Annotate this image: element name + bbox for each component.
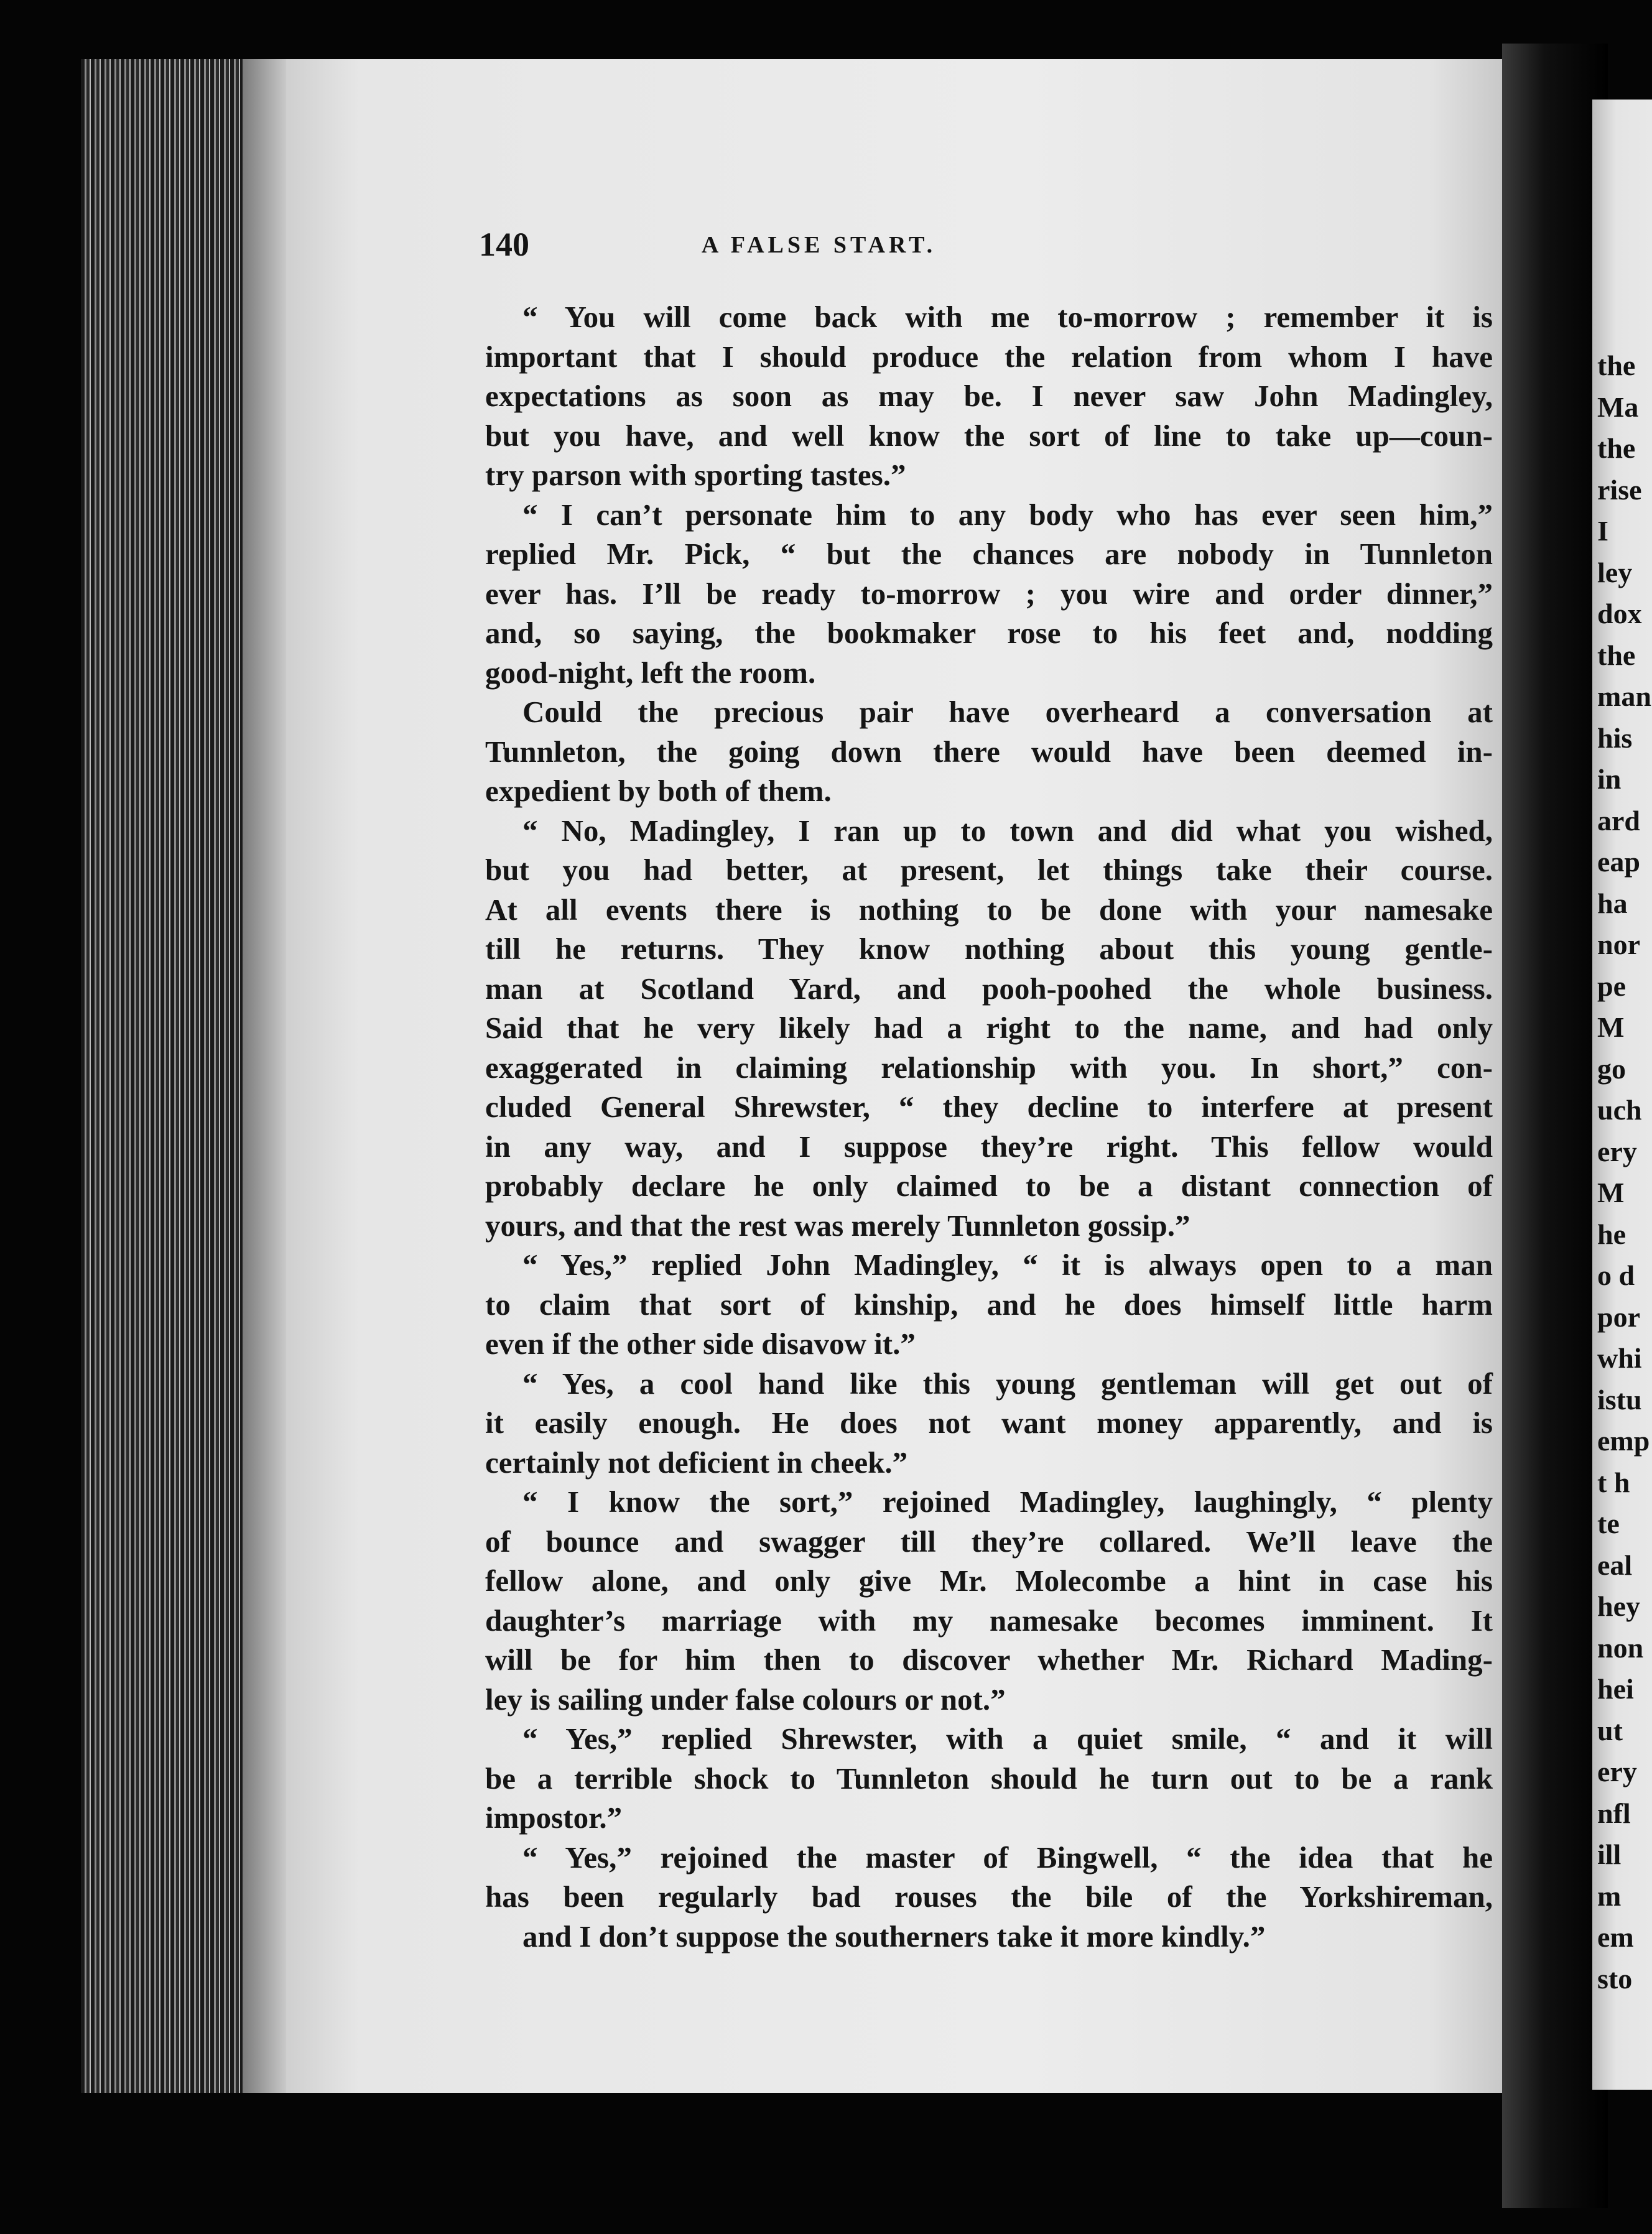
- text-line: exaggerated in claiming relationship with you. In short,” con-: [485, 1050, 1493, 1085]
- text-line: certainly not deficient in cheek.”: [485, 1445, 908, 1480]
- text-line: man at Scotland Yard, and pooh-poohed the whole business.: [485, 971, 1493, 1006]
- text-line: ley is sailing under false colours or not.”: [485, 1682, 1006, 1717]
- text-line: expectations as soon as may be. I never saw John Madingley,: [485, 379, 1493, 413]
- adjacent-page-text: t h: [1597, 1466, 1630, 1498]
- text-line: has been regularly bad rouses the bile of the Yorkshireman,: [485, 1879, 1493, 1914]
- adjacent-page-text: nfl: [1597, 1797, 1631, 1829]
- adjacent-page-text: eal: [1597, 1549, 1633, 1581]
- text-line: of bounce and swagger till they’re collared. We’ll leave the: [485, 1524, 1493, 1559]
- text-line: important that I should produce the relation from whom I have: [485, 339, 1493, 374]
- text-line: fellow alone, and only give Mr. Molecombe a hint in case his: [485, 1564, 1493, 1598]
- text-line: try parson with sporting tastes.”: [485, 458, 906, 492]
- adjacent-page-text: ley: [1597, 556, 1633, 588]
- text-line: but you have, and well know the sort of line to take up—coun-: [485, 418, 1493, 453]
- adjacent-page-text: o d: [1597, 1259, 1635, 1291]
- adjacent-page-text: ha: [1597, 887, 1628, 919]
- text-line: in any way, and I suppose they’re right. This fellow would: [485, 1129, 1493, 1164]
- text-line: “ You will come back with me to-morrow ; remember it is: [522, 300, 1493, 334]
- text-line: yours, and that the rest was merely Tunnleton gossip.”: [485, 1208, 1190, 1243]
- text-line: “ I know the sort,” rejoined Madingley, laughingly, “ plenty: [522, 1485, 1493, 1519]
- text-line: replied Mr. Pick, “ but the chances are nobody in Tunnleton: [485, 537, 1493, 571]
- text-line: but you had better, at present, let things take their course.: [485, 853, 1493, 887]
- adjacent-page-text: eap: [1597, 846, 1640, 878]
- page-heading: A FALSE START.: [701, 232, 937, 258]
- text-line: till he returns. They know nothing about this young gentle-: [485, 932, 1493, 966]
- adjacent-page-text: the: [1597, 432, 1636, 464]
- text-line: “ Yes, a cool hand like this young gentleman will get out of: [522, 1366, 1493, 1401]
- text-line: Could the precious pair have overheard a conversation at: [522, 695, 1493, 729]
- text-line: and, so saying, the bookmaker rose to his feet and, nodding: [485, 616, 1493, 650]
- adjacent-page-text: pe: [1597, 970, 1626, 1002]
- adjacent-page-text: ard: [1597, 804, 1640, 837]
- adjacent-page-text: istu: [1597, 1383, 1642, 1416]
- text-line: Said that he very likely had a right to the name, and had only: [485, 1011, 1493, 1045]
- adjacent-page-text: uch: [1597, 1094, 1642, 1126]
- adjacent-page-text: non: [1597, 1631, 1644, 1664]
- adjacent-page-text: man: [1597, 680, 1651, 712]
- adjacent-page-text: em: [1597, 1921, 1634, 1953]
- adjacent-page-text: in: [1597, 763, 1622, 795]
- text-line: “ Yes,” replied John Madingley, “ it is always open to a man: [522, 1248, 1493, 1282]
- adjacent-page-text: nor: [1597, 929, 1640, 960]
- adjacent-page-text: the: [1597, 639, 1636, 671]
- adjacent-page-text: Ma: [1597, 391, 1639, 423]
- adjacent-page-text: M: [1597, 1011, 1625, 1043]
- running-head: [479, 225, 1121, 262]
- adjacent-page-text: dox: [1597, 598, 1642, 629]
- text-line: “ Yes,” replied Shrewster, with a quiet smile, “ and it will: [522, 1722, 1493, 1756]
- text-line: probably declare he only claimed to be a distant connection of: [485, 1169, 1493, 1203]
- text-line: “ Yes,” rejoined the master of Bingwell, “ the idea that he: [522, 1840, 1493, 1875]
- adjacent-page-text: sto: [1597, 1962, 1633, 1995]
- text-line: ever has. I’ll be ready to-morrow ; you wire and order dinner,”: [485, 576, 1493, 611]
- page-edges: [81, 59, 286, 2093]
- page-number: 140: [479, 226, 529, 263]
- text-line: cluded General Shrewster, “ they decline to interfere at present: [485, 1090, 1493, 1124]
- text-line: “ No, Madingley, I ran up to town and did what you wished,: [522, 813, 1493, 848]
- text-line: daughter’s marriage with my namesake becomes imminent. It: [485, 1603, 1493, 1638]
- adjacent-page-text: ery: [1597, 1135, 1637, 1167]
- adjacent-page-text: te: [1597, 1508, 1620, 1539]
- text-line: At all events there is nothing to be done with your namesake: [485, 892, 1493, 927]
- text-line: “ I can’t personate him to any body who has ever seen him,”: [522, 497, 1493, 532]
- text-line: will be for him then to discover whether Mr. Richard Mading-: [485, 1643, 1493, 1677]
- text-line: impostor.”: [485, 1801, 623, 1835]
- adjacent-page-text: M: [1597, 1177, 1625, 1208]
- adjacent-page-text: whi: [1597, 1342, 1642, 1374]
- adjacent-page-text: m: [1597, 1879, 1622, 1912]
- text-line: expedient by both of them.: [485, 774, 832, 808]
- text-line: and I don’t suppose the southerners take it more kindly.”: [522, 1919, 1266, 1954]
- adjacent-page-text: emp: [1597, 1425, 1650, 1457]
- text-line: even if the other side disavow it.”: [485, 1327, 916, 1361]
- adjacent-page-text: his: [1597, 721, 1633, 754]
- adjacent-page-text: ill: [1597, 1838, 1622, 1870]
- text-line: Tunnleton, the going down there would have been deemed in-: [485, 734, 1493, 769]
- adjacent-page-text: rise: [1597, 473, 1642, 506]
- text-line: be a terrible shock to Tunnleton should he turn out to be a rank: [485, 1761, 1493, 1796]
- adjacent-page-text: ut: [1597, 1714, 1623, 1746]
- text-line: good-night, left the room.: [485, 655, 816, 690]
- adjacent-page-text: he: [1597, 1218, 1626, 1250]
- text-line: to claim that sort of kinship, and he does himself little harm: [485, 1287, 1493, 1322]
- adjacent-page-fragment: [1592, 100, 1652, 2090]
- adjacent-page-text: hey: [1597, 1590, 1640, 1622]
- adjacent-page-text: I: [1597, 515, 1608, 547]
- adjacent-page-text: go: [1597, 1052, 1626, 1085]
- text-line: it easily enough. He does not want money apparently, and is: [485, 1406, 1493, 1440]
- adjacent-page-text: hei: [1597, 1673, 1634, 1705]
- body-text: [485, 297, 1493, 1956]
- adjacent-page-text: por: [1597, 1300, 1640, 1333]
- adjacent-page-text: ery: [1597, 1756, 1637, 1787]
- adjacent-page-text: the: [1597, 350, 1636, 381]
